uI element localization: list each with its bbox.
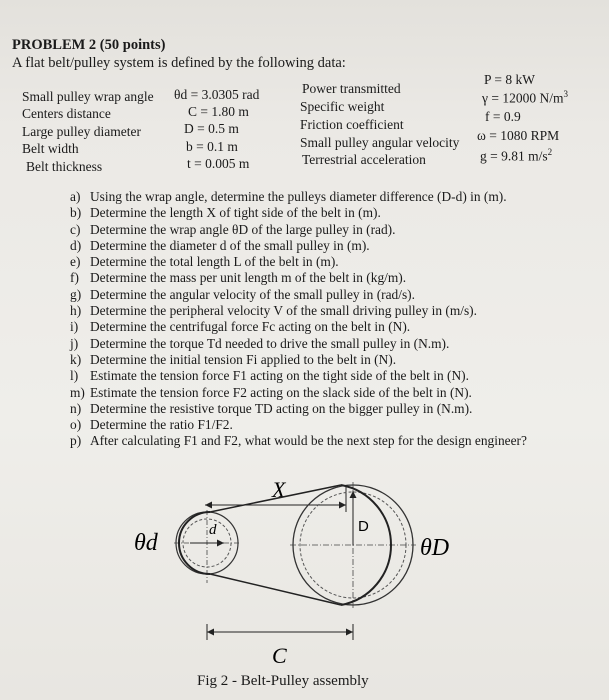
param-label: Power transmitted [302,81,401,96]
question-item: l) Estimate the tension force F1 acting on the tight side of the belt in (N). [70,368,469,384]
question-item: d) Determine the diameter d of the small pulley in (m). [70,237,370,253]
param-value: b = 0.1 m [186,139,238,154]
param-label: Centers distance [22,106,111,121]
question-item: k) Determine the initial tension Fi applied to the belt in (N). [70,351,397,367]
param-value: ω = 1080 RPM [477,128,560,143]
param-label: Terrestrial acceleration [302,152,426,167]
question-item: g) Determine the angular velocity of the small pulley in (rad/s). [70,286,415,302]
param-label: Belt thickness [26,159,103,174]
param-label: Specific weight [300,99,385,114]
question-item: a) Using the wrap angle, determine the pulleys diameter difference (D-d) in (m). [70,189,507,204]
question-list [70,189,600,450]
problem-title: PROBLEM 2 (50 points) [12,37,166,53]
question-item: e) Determine the total length L of the belt in (m). [70,254,339,270]
question-item: j) Determine the torque Td needed to drive the small pulley in (N.m). [70,335,450,351]
question-item: i) Determine the centrifugal force Fc acting on the belt in (N). [70,319,411,335]
label-c: C [272,643,287,668]
param-value: θd = 3.0305 rad [174,87,260,102]
question-item: p) After calculating F1 and F2, what would be the next step for the design engineer? [70,433,527,449]
figure-caption: Fig 2 - Belt-Pulley assembly [197,673,369,689]
problem-subtitle: A flat belt/pulley system is defined by the following data: [12,55,346,71]
question-item: o) Determine the ratio F1/F2. [70,417,233,433]
param-value: γ = 12000 $N/m^3$ [482,89,568,106]
question-item: h) Determine the peripheral velocity V of the small driving pulley in (m/s). [70,303,477,319]
label-x: X [272,477,286,502]
question-item: m) Estimate the tension force F2 acting on the slack side of the belt in (N). [70,384,472,400]
param-value: P = 8 kW [484,72,535,87]
label-theta-D: θD [420,535,450,561]
param-label: Small pulley angular velocity [300,135,460,150]
param-value: C = 1.80 m [188,104,249,119]
param-value: g = 9.81 $m/s^2$ [480,147,553,164]
param-label: Belt width [22,141,79,156]
param-value: D = 0.5 m [184,121,239,136]
label-D: D [358,518,369,535]
question-item: b) Determine the length X of tight side of the belt in (m). [70,205,381,221]
question-item: n) Determine the resistive torque TD acting on the bigger pulley in (N.m). [70,400,473,416]
belt-pulley-figure [0,460,609,700]
param-label: Large pulley diameter [22,124,141,139]
param-label: Friction coefficient [300,117,404,132]
label-theta-d: θd [134,530,158,556]
param-value: f = 0.9 [485,109,521,124]
belt-slack-side [210,574,341,605]
param-value: t = 0.005 m [187,156,250,171]
question-item: c) Determine the wrap angle θD of the large pulley in (rad). [70,221,396,237]
param-label: Small pulley wrap angle [22,89,154,104]
label-d: d [209,522,217,538]
question-item: f) Determine the mass per unit length m of the belt in (kg/m). [70,270,407,286]
